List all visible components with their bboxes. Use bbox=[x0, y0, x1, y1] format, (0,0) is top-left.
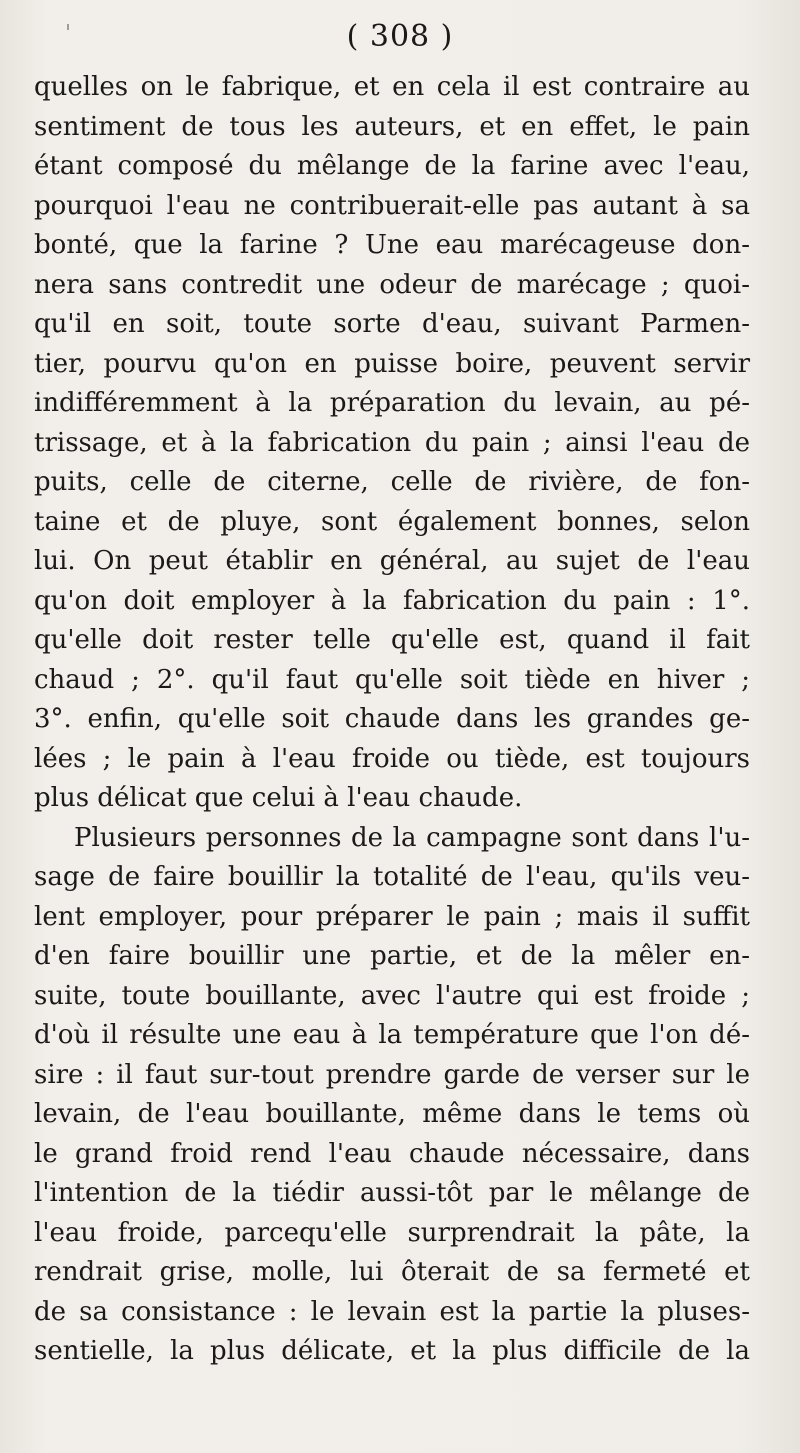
text-line: puits, celle de citerne, celle de rivière, de fon- bbox=[34, 467, 750, 497]
text-line: nera sans contredit une odeur de marécage ; quoi- bbox=[34, 269, 750, 300]
text-line: 3°. enfin, qu'elle soit chaude dans les grandes ge- bbox=[34, 704, 750, 734]
text-line: levain, de l'eau bouillante, même dans le tems où bbox=[34, 1099, 750, 1129]
text-line: chaud ; 2°. qu'il faut qu'elle soit tiède en hiver ; bbox=[34, 664, 750, 695]
text-line: sire : il faut sur-tout prendre garde de verser sur le bbox=[34, 1059, 750, 1090]
text-line: d'où il résulte une eau à la température que l'on dé- bbox=[34, 1020, 750, 1050]
text-line: étant composé du mêlange de la farine avec l'eau, bbox=[34, 151, 750, 181]
text-line: trissage, et à la fabrication du pain ; ainsi l'eau de bbox=[34, 427, 750, 458]
text-line: l'eau froide, parcequ'elle surprendrait la pâte, la bbox=[34, 1217, 750, 1248]
text-line: qu'elle doit rester telle qu'elle est, quand il fait bbox=[34, 625, 750, 655]
text-line: qu'on doit employer à la fabrication du pain : 1°. bbox=[34, 585, 750, 616]
text-line: plus délicat que celui à l'eau chaude. bbox=[34, 783, 523, 813]
text-line: indifféremment à la préparation du levain, au pé- bbox=[34, 388, 750, 418]
text-line: bonté, que la farine ? Une eau marécageuse don- bbox=[34, 230, 750, 260]
text-line: qu'il en soit, toute sorte d'eau, suivant Parmen- bbox=[34, 309, 750, 339]
text-line: quelles on le fabrique, et en cela il est contraire au bbox=[34, 72, 750, 102]
text-line: lent employer, pour préparer le pain ; mais il suffit bbox=[34, 901, 750, 932]
text-line: sentielle, la plus délicate, et la plus difficile de la bbox=[34, 1336, 750, 1366]
text-line: l'intention de la tiédir aussi-tôt par le mêlange de bbox=[34, 1178, 750, 1208]
text-line: lui. On peut établir en général, au sujet de l'eau bbox=[34, 546, 750, 576]
text-line: suite, toute bouillante, avec l'autre qui est froide ; bbox=[34, 980, 750, 1011]
text-line: pourquoi l'eau ne contribuerait-elle pas autant à sa bbox=[34, 190, 750, 221]
text-line: Plusieurs personnes de la campagne sont dans l'u- bbox=[74, 822, 750, 853]
text-line: taine et de pluye, sont également bonnes, selon bbox=[34, 506, 750, 537]
paragraph bbox=[34, 819, 750, 1372]
text-line: le grand froid rend l'eau chaude nécessaire, dans bbox=[34, 1138, 750, 1169]
text-line: lées ; le pain à l'eau froide ou tiède, est toujours bbox=[34, 743, 750, 774]
text-line: d'en faire bouillir une partie, et de la mêler en- bbox=[34, 941, 750, 971]
text-line: tier, pourvu qu'on en puisse boire, peuvent servir bbox=[34, 348, 750, 379]
text-line: sage de faire bouillir la totalité de l'eau, qu'ils veu- bbox=[34, 862, 750, 892]
body-text bbox=[34, 68, 750, 1372]
text-line: de sa consistance : le levain est la partie la pluses- bbox=[34, 1296, 750, 1327]
page-number: ( 308 ) bbox=[346, 19, 454, 54]
paragraph bbox=[34, 68, 750, 819]
text-line: rendrait grise, molle, lui ôterait de sa fermeté et bbox=[34, 1257, 750, 1287]
text-line: sentiment de tous les auteurs, et en effet, le pain bbox=[34, 111, 750, 142]
